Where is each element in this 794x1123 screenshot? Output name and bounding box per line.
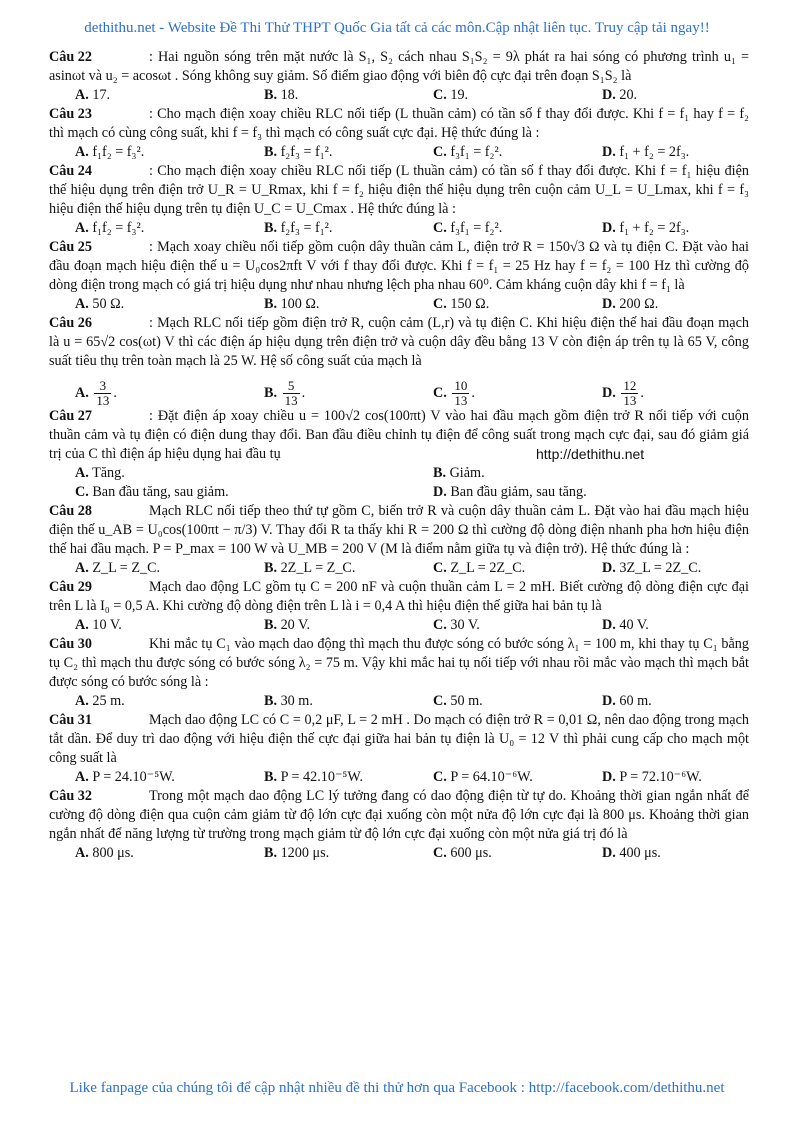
answer-option[interactable]: C. Z_L = 2Z_C. bbox=[433, 560, 526, 576]
answer-option[interactable]: A. f₁f₂ = f₃². bbox=[75, 144, 145, 160]
answer-option[interactable]: C. 600 μs. bbox=[433, 845, 492, 861]
question-text bbox=[49, 105, 749, 143]
question-body: : Cho mạch điện xoay chiều RLC nối tiếp (L thuần cảm) có tần số f thay đổi được. Khi f = f₁ hiệu điện thế hiệu dụng trên điện trở U_R = U_Rmax, khi f = f₂ hiệu điện thế hiệu dụng trên cuộn cảm U_L = U_Lmax, khi f = f₃ hiệu điện thế hiệu dụng trên tụ điện U_C = U_Cmax . Hệ thức đúng là : bbox=[49, 163, 749, 217]
question-block bbox=[49, 502, 749, 578]
site-footer[interactable]: Like fanpage của chúng tôi để cập nhật nhiều đề thi thử hơn qua Facebook : http://facebook.com/dethithu.net bbox=[69, 1080, 725, 1096]
answer-option[interactable]: C. 150 Ω. bbox=[433, 296, 490, 312]
answer-option[interactable]: C. f₃f₁ = f₂². bbox=[433, 144, 503, 160]
answer-option[interactable]: B. Giảm. bbox=[433, 465, 485, 481]
answer-option[interactable]: C. Ban đầu tăng, sau giảm. bbox=[75, 484, 229, 500]
question-number: Câu 26 bbox=[49, 315, 92, 331]
question-body: Mạch dao động LC gồm tụ C = 200 nF và cuộn thuần cảm L = 2 mH. Biết cường độ dòng điện cực đại trên L là I₀ = 0,5 A. Khi cường độ dòng điện trên L là i = 0,4 A thì hiệu điện thế giữa hai bản tụ là bbox=[49, 579, 749, 614]
answer-option[interactable]: B. P = 42.10⁻⁵W. bbox=[264, 769, 364, 785]
question-block bbox=[49, 578, 749, 635]
site-header[interactable]: dethithu.net - Website Đề Thi Thử THPT Quốc Gia tất cả các môn.Cập nhật liên tục. Truy cập tải ngay!! bbox=[84, 20, 710, 36]
answer-option[interactable]: D. 40 V. bbox=[602, 617, 649, 633]
answer-option[interactable]: B. $\frac{5}{13}$ . bbox=[264, 378, 306, 408]
question-text bbox=[49, 711, 749, 768]
answer-option[interactable]: D. P = 72.10⁻⁶W. bbox=[602, 769, 702, 785]
question-block bbox=[49, 162, 749, 238]
question-number: Câu 23 bbox=[49, 106, 92, 122]
question-block bbox=[49, 787, 749, 863]
answer-option[interactable]: C. $\frac{10}{13}$ . bbox=[433, 378, 475, 408]
question-number: Câu 25 bbox=[49, 239, 92, 255]
answer-option[interactable]: A. 25 m. bbox=[75, 693, 125, 709]
question-number: Câu 32 bbox=[49, 788, 92, 804]
question-block bbox=[49, 635, 749, 711]
question-body: : Mạch xoay chiều nối tiếp gồm cuộn dây thuần cảm L, điện trở R = 150√3 Ω và tụ điện C. Đặt vào hai đầu đoạn mạch hiệu điện thế u = U₀cos2πft V với f thay đổi được. Khi f = f₁ = 25 Hz hay f = f₂ = 100 Hz thì cường độ dòng điện trong mạch có giá trị hiệu dụng như nhau nhưng lệch pha nhau 60⁰. Cảm kháng cuộn dây khi f = f₁ là bbox=[49, 239, 749, 293]
question-text bbox=[49, 635, 749, 692]
answer-option[interactable]: D. 20. bbox=[602, 87, 638, 103]
question-number: Câu 31 bbox=[49, 712, 92, 728]
answer-option[interactable]: D. 400 μs. bbox=[602, 845, 661, 861]
question-block bbox=[49, 314, 749, 407]
answer-option[interactable]: A. Tăng. bbox=[75, 465, 125, 481]
answer-option[interactable]: A. 17. bbox=[75, 87, 111, 103]
answer-option[interactable]: D. f₁ + f₂ = 2f₃. bbox=[602, 220, 690, 236]
answer-option[interactable]: B. 30 m. bbox=[264, 693, 313, 709]
answer-option[interactable]: D. $\frac{12}{13}$ . bbox=[602, 378, 644, 408]
answer-option[interactable]: C. 19. bbox=[433, 87, 469, 103]
question-number: Câu 22 bbox=[49, 49, 92, 65]
answer-option[interactable]: A. $\frac{3}{13}$ . bbox=[75, 378, 117, 408]
question-body: : Cho mạch điện xoay chiều RLC nối tiếp (L thuần cảm) có tần số f thay đổi được. Khi f = f₁ hay f = f₂ thì mạch có cùng công suất, khi f = f₃ thì mạch có công suất cực đại. Hệ thức đúng là : bbox=[49, 106, 749, 141]
question-body: Mạch dao động LC có C = 0,2 μF, L = 2 mH . Do mạch có điện trở R = 0,01 Ω, nên dao động trong mạch tắt dần. Để duy trì dao động với hiệu điện thế cực đại giữa hai bản tụ điện là U₀ = 12 V thì phải cung cấp cho mạch một công suất là bbox=[49, 712, 749, 766]
question-number: Câu 30 bbox=[49, 636, 92, 652]
question-number: Câu 24 bbox=[49, 163, 92, 179]
question-number: Câu 29 bbox=[49, 579, 92, 595]
question-block bbox=[49, 407, 749, 502]
answer-option[interactable]: A. f₁f₂ = f₃². bbox=[75, 220, 145, 236]
question-body: : Đặt điện áp xoay chiều u = 100√2 cos(100πt) V vào hai đầu mạch gồm điện trở R nối tiếp với cuộn thuần cảm và tụ điện có điện dung thay đổi. Ban đầu điều chỉnh tụ điện để công suất trong mạch cực đại, sau đó giảm giá trị của C thì điện áp hiệu dụng hai đầu tụ bbox=[49, 408, 749, 462]
answer-option[interactable]: D. 200 Ω. bbox=[602, 296, 659, 312]
question-text bbox=[49, 162, 749, 219]
question-text bbox=[49, 578, 749, 616]
answer-option[interactable]: B. 18. bbox=[264, 87, 299, 103]
question-number: Câu 27 bbox=[49, 408, 92, 424]
question-text bbox=[49, 314, 749, 371]
question-body: Trong một mạch dao động LC lý tưởng đang có dao động điện từ tự do. Khoảng thời gian ngắn nhất để cường độ dòng điện qua cuộn cảm giảm từ độ lớn cực đại xuống còn một nửa độ lớn cực đại là 800 μs. Khoảng thời gian ngắn nhất để năng lượng từ trường trong mạch giảm từ độ lớn cực đại xuống còn một nửa giá trị đó là bbox=[49, 788, 749, 842]
answer-option[interactable]: B. f₂f₃ = f₁². bbox=[264, 220, 333, 236]
answer-option[interactable]: B. 20 V. bbox=[264, 617, 311, 633]
answer-option[interactable]: A. 50 Ω. bbox=[75, 296, 125, 312]
answer-option[interactable]: B. 1200 μs. bbox=[264, 845, 330, 861]
answer-option[interactable]: C. f₃f₁ = f₂². bbox=[433, 220, 503, 236]
question-list bbox=[49, 48, 749, 863]
question-body: : Hai nguồn sóng trên mặt nước là S₁, S₂ cách nhau S₁S₂ = 9λ phát ra hai sóng có phương trình u₁ = asinωt và u₂ = acosωt . Sóng không suy giảm. Số điểm giao động với biên độ cực đại trên đoạn S₁S₂ là bbox=[49, 49, 749, 84]
question-body: : Mạch RLC nối tiếp gồm điện trở R, cuộn cảm (L,r) và tụ điện C. Khi hiệu điện thế hai đầu đoạn mạch là u = 65√2 cos(ωt) V thì các điện áp hiệu dụng trên điện trở và cuộn dây đều bằng 13 V còn điện áp trên tụ là 65 V, công suất tiêu thụ trên toàn mạch là 25 W. Hệ số công suất của mạch là bbox=[49, 315, 749, 369]
question-block bbox=[49, 711, 749, 787]
answer-option[interactable]: D. 60 m. bbox=[602, 693, 652, 709]
answer-option[interactable]: C. 30 V. bbox=[433, 617, 480, 633]
question-body: Mạch RLC nối tiếp theo thứ tự gồm C, biến trở R và cuộn dây thuần cảm L. Đặt vào hai đầu mạch hiệu điện thế u_AB = U₀cos(100πt − π/3) V. Thay đổi R ta thấy khi R = 200 Ω thì cường độ dòng điện nhanh pha hơn hiệu điện thế hai đầu mạch. P = P_max = 100 W và U_MB = 200 V (M là điểm nằm giữa tụ và điện trở). Hệ thức đúng là : bbox=[49, 503, 749, 557]
question-text bbox=[49, 48, 749, 86]
answer-option[interactable]: B. 100 Ω. bbox=[264, 296, 320, 312]
answer-option[interactable]: D. 3Z_L = 2Z_C. bbox=[602, 560, 702, 576]
question-block bbox=[49, 48, 749, 105]
answer-option[interactable]: B. f₂f₃ = f₁². bbox=[264, 144, 333, 160]
question-block bbox=[49, 105, 749, 162]
watermark-link[interactable]: http://dethithu.net bbox=[536, 446, 645, 462]
answer-option[interactable]: A. P = 24.10⁻⁵W. bbox=[75, 769, 175, 785]
question-text bbox=[49, 787, 749, 844]
question-number: Câu 28 bbox=[49, 503, 92, 519]
answer-option[interactable]: A. 800 μs. bbox=[75, 845, 134, 861]
question-body: Khi mắc tụ C₁ vào mạch dao động thì mạch thu được sóng có bước sóng λ₁ = 100 m, khi thay tụ C₁ bằng tụ C₂ thì mạch thu được sóng có bước sóng λ₂ = 75 m. Vậy khi mắc hai tụ nối tiếp với nhau rồi mắc vào mạch thì mạch bắt được sóng có bước sóng là : bbox=[49, 636, 749, 690]
answer-option[interactable]: D. Ban đầu giảm, sau tăng. bbox=[433, 484, 587, 500]
question-text bbox=[49, 238, 749, 295]
answer-option[interactable]: D. f₁ + f₂ = 2f₃. bbox=[602, 144, 690, 160]
question-block bbox=[49, 238, 749, 314]
answer-option[interactable]: B. 2Z_L = Z_C. bbox=[264, 560, 356, 576]
answer-option[interactable]: A. Z_L = Z_C. bbox=[75, 560, 161, 576]
question-text bbox=[49, 502, 749, 559]
answer-option[interactable]: C. 50 m. bbox=[433, 693, 483, 709]
answer-option[interactable]: A. 10 V. bbox=[75, 617, 122, 633]
answer-option[interactable]: C. P = 64.10⁻⁶W. bbox=[433, 769, 533, 785]
